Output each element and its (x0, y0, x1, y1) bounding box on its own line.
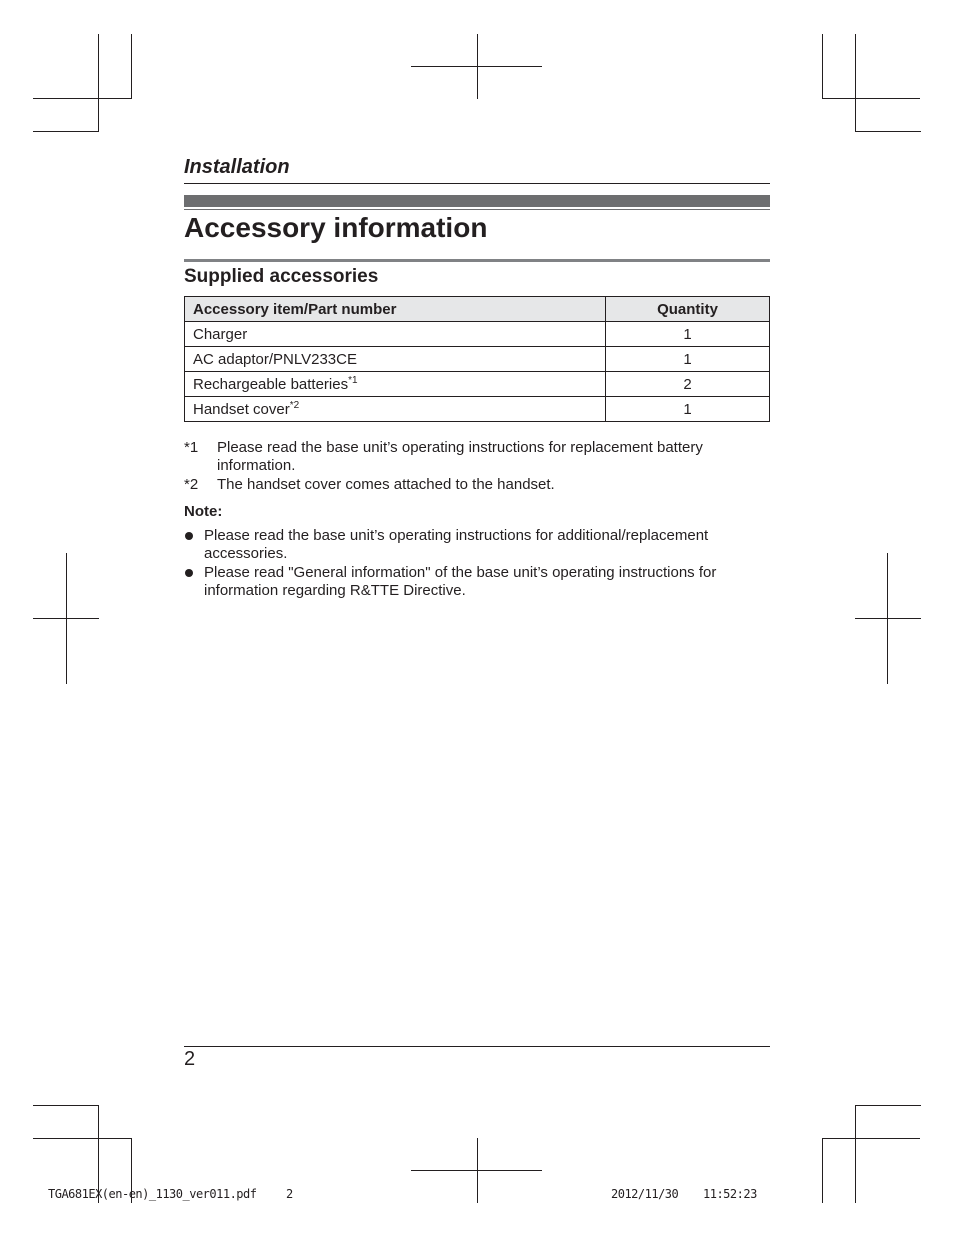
header-rule (184, 183, 770, 184)
slug-time: 11:52:23 (703, 1187, 757, 1201)
crop-mark (855, 34, 856, 132)
item-cell (185, 347, 606, 372)
title-band-line (184, 209, 770, 210)
accessory-table (184, 296, 770, 422)
note-ref: *1 (348, 374, 358, 386)
bullet-icon (185, 532, 193, 540)
table-row (185, 322, 770, 347)
crop-mark (855, 618, 921, 619)
table-header-row (185, 297, 770, 322)
bullet-icon (185, 569, 193, 577)
note-text: Please read "General information" of the base unit’s operating instructions for information regarding R&TTE Directive. (204, 564, 717, 599)
title-band (184, 195, 770, 207)
crop-mark (822, 98, 920, 99)
note-ref: *2 (289, 399, 300, 411)
column-header: Quantity (606, 297, 770, 322)
page-title: Accessory information (184, 212, 488, 243)
page-number: 2 (184, 1048, 196, 1070)
crop-mark (855, 1105, 856, 1203)
table-row (185, 347, 770, 372)
crop-mark (33, 131, 99, 132)
crop-mark (822, 1138, 823, 1203)
crop-mark (855, 1105, 921, 1106)
slug-sheet: 2 (286, 1187, 293, 1201)
slug-date: 2012/11/30 (611, 1187, 679, 1201)
item-name: Rechargeable batteries (193, 375, 349, 393)
item-cell (185, 322, 606, 347)
item-name: Charger (193, 325, 248, 343)
item-name: AC adaptor/PNLV233CE (193, 350, 357, 368)
footnote-mark: *1 (184, 439, 199, 456)
table-row (185, 397, 770, 422)
footnote-text: Please read the base unit’s operating instructions for replacement battery information. (217, 439, 703, 474)
crop-mark (411, 66, 542, 67)
footnote-text: The handset cover comes attached to the handset. (217, 476, 555, 493)
item-cell (185, 397, 606, 422)
note-label: Note: (184, 503, 223, 520)
crop-mark (131, 34, 132, 99)
quantity-cell: 1 (606, 322, 770, 347)
crop-mark (98, 34, 99, 132)
crop-mark (33, 1138, 131, 1139)
footnote-mark: *2 (184, 476, 199, 493)
crop-mark (33, 1105, 99, 1106)
item-cell (185, 372, 606, 397)
crop-mark (33, 618, 99, 619)
crop-mark (411, 1170, 542, 1171)
quantity-cell: 1 (606, 347, 770, 372)
table-row (185, 372, 770, 397)
crop-mark (822, 34, 823, 99)
subheading: Supplied accessories (184, 266, 379, 287)
quantity-cell: 2 (606, 372, 770, 397)
quantity-cell: 1 (606, 397, 770, 422)
section-label: Installation (184, 156, 290, 178)
crop-mark (855, 131, 921, 132)
crop-mark (822, 1138, 920, 1139)
crop-mark (33, 98, 131, 99)
footer-rule (184, 1046, 770, 1047)
item-name: Handset cover (193, 400, 290, 418)
slug-filename: TGA681EX(en-en)_1130_ver011.pdf (48, 1187, 257, 1201)
title-rule (184, 259, 770, 262)
note-text: Please read the base unit’s operating instructions for additional/replacement accessories. (204, 527, 709, 562)
column-header: Accessory item/Part number (185, 297, 606, 322)
